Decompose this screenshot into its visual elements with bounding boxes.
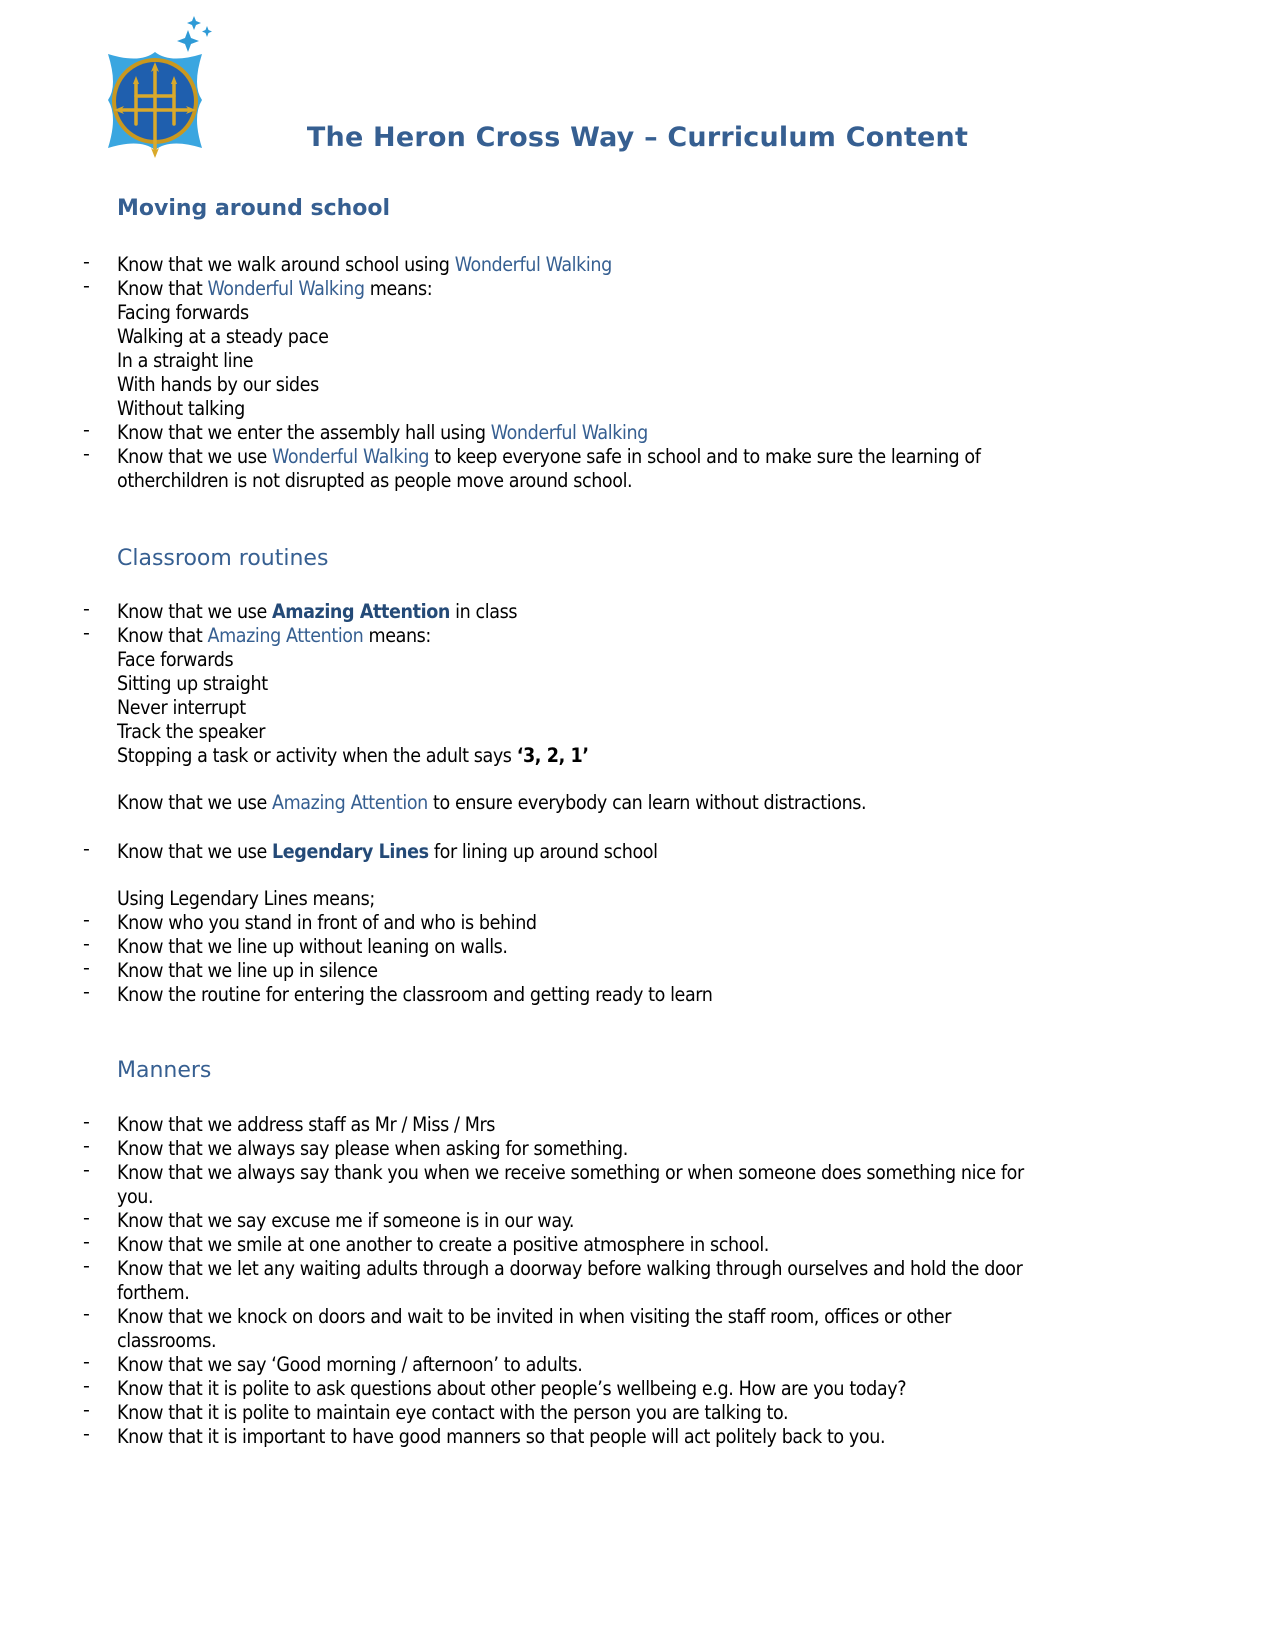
list-item bbox=[117, 276, 432, 301]
text-run: Know that we line up without leaning on walls. bbox=[117, 935, 508, 958]
text-run: Know that we use bbox=[117, 791, 273, 814]
list-item bbox=[117, 1136, 628, 1161]
list-item bbox=[117, 934, 508, 959]
text-run: Know that bbox=[117, 624, 208, 647]
text-run: Know that we use bbox=[117, 600, 273, 623]
text-run: In a straight line bbox=[117, 349, 254, 372]
bullet-dash: - bbox=[83, 275, 90, 297]
text-run: Using Legendary Lines means; bbox=[117, 887, 375, 910]
bullet-dash: - bbox=[83, 443, 90, 465]
bullet-dash: - bbox=[83, 1159, 90, 1181]
text-run: Know that we say ‘Good morning / afternoon’ to adults. bbox=[117, 1353, 583, 1376]
bullet-dash: - bbox=[83, 1135, 90, 1157]
list-item bbox=[117, 420, 648, 445]
bullet-dash: - bbox=[83, 622, 90, 644]
text-run: means: bbox=[364, 277, 433, 300]
text-run: Know that it is polite to maintain eye contact with the person you are talking to. bbox=[117, 1401, 789, 1424]
list-item bbox=[117, 1160, 1024, 1185]
list-item bbox=[117, 1112, 495, 1137]
list-item bbox=[117, 1280, 189, 1305]
text-run: Walking at a steady pace bbox=[117, 325, 329, 348]
list-item bbox=[117, 910, 537, 935]
bullet-dash: - bbox=[83, 1111, 90, 1133]
section-heading: Manners bbox=[117, 1058, 212, 1083]
list-item bbox=[117, 1328, 216, 1353]
list-item bbox=[117, 468, 632, 493]
text-run: Know that bbox=[117, 277, 208, 300]
highlight-term: Wonderful Walking bbox=[454, 253, 612, 276]
bullet-dash: - bbox=[83, 1303, 90, 1325]
bullet-dash: - bbox=[83, 419, 90, 441]
section-heading: Classroom routines bbox=[117, 546, 329, 571]
text-run: Know that we always say please when asking for something. bbox=[117, 1137, 628, 1160]
list-item bbox=[117, 599, 517, 624]
text-run: Without talking bbox=[117, 397, 245, 420]
list-item bbox=[117, 300, 249, 325]
text-run: Know that we address staff as Mr / Miss / Mrs bbox=[117, 1113, 496, 1136]
text-run: forthem. bbox=[117, 1281, 190, 1304]
list-item bbox=[117, 647, 233, 672]
list-item bbox=[117, 1376, 906, 1401]
bullet-dash: - bbox=[83, 598, 90, 620]
bullet-dash: - bbox=[83, 1207, 90, 1229]
text-run: Know that we walk around school using bbox=[117, 253, 455, 276]
text-run: Stopping a task or activity when the adult says bbox=[117, 744, 517, 767]
list-item bbox=[117, 396, 245, 421]
bullet-dash: - bbox=[83, 1231, 90, 1253]
text-run: Know that it is polite to ask questions about other people’s wellbeing e.g. How are you today? bbox=[117, 1377, 907, 1400]
list-item bbox=[117, 252, 612, 277]
list-item bbox=[117, 886, 375, 911]
bullet-dash: - bbox=[83, 909, 90, 931]
highlight-term: Amazing Attention bbox=[272, 791, 428, 814]
list-item bbox=[117, 982, 712, 1007]
text-run: Know that we smile at one another to create a positive atmosphere in school. bbox=[117, 1233, 769, 1256]
text-run: Know that it is important to have good manners so that people will act politely back to you. bbox=[117, 1425, 886, 1448]
list-item bbox=[117, 790, 866, 815]
bullet-dash: - bbox=[83, 1351, 90, 1373]
text-run: Know that we let any waiting adults through a doorway before walking through ourselves and hold the door bbox=[117, 1257, 1023, 1280]
list-item bbox=[117, 623, 431, 648]
text-run: Know that we use bbox=[117, 840, 273, 863]
section-heading: Moving around school bbox=[117, 196, 391, 221]
bullet-dash: - bbox=[83, 933, 90, 955]
text-run: Facing forwards bbox=[117, 301, 249, 324]
bullet-dash: - bbox=[83, 1399, 90, 1421]
list-item bbox=[117, 1184, 153, 1209]
bullet-dash: - bbox=[83, 1423, 90, 1445]
bullet-dash: - bbox=[83, 1255, 90, 1277]
text-run: Know that we line up in silence bbox=[117, 959, 378, 982]
text-run: Face forwards bbox=[117, 648, 234, 671]
list-item bbox=[117, 444, 981, 469]
highlight-term: Wonderful Walking bbox=[207, 277, 365, 300]
highlight-term: Wonderful Walking bbox=[272, 445, 430, 468]
list-item bbox=[117, 743, 589, 768]
text-run: Know that we use bbox=[117, 445, 273, 468]
bullet-dash: - bbox=[83, 981, 90, 1003]
list-item bbox=[117, 719, 265, 744]
page-title: The Heron Cross Way – Curriculum Content bbox=[306, 122, 969, 153]
bullet-dash: - bbox=[83, 957, 90, 979]
list-item bbox=[117, 1208, 574, 1233]
list-item bbox=[117, 695, 246, 720]
list-item bbox=[117, 348, 253, 373]
list-item bbox=[117, 958, 378, 983]
list-item bbox=[117, 1352, 582, 1377]
text-run: Know that we knock on doors and wait to be invited in when visiting the staff room, offices or other bbox=[117, 1305, 952, 1328]
list-item bbox=[117, 671, 268, 696]
text-run: Sitting up straight bbox=[117, 672, 268, 695]
text-run: Never interrupt bbox=[117, 696, 246, 719]
list-item bbox=[117, 1232, 769, 1257]
text-run: you. bbox=[117, 1185, 154, 1208]
list-item bbox=[117, 372, 319, 397]
highlight-term: Legendary Lines bbox=[272, 840, 429, 863]
text-run: in class bbox=[449, 600, 518, 623]
highlight-term: Wonderful Walking bbox=[490, 421, 648, 444]
text-run: Know who you stand in front of and who is behind bbox=[117, 911, 537, 934]
text-run: Know that we always say thank you when we receive something or when someone does something nice for bbox=[117, 1161, 1024, 1184]
bullet-dash: - bbox=[83, 838, 90, 860]
list-item bbox=[117, 1304, 951, 1329]
list-item bbox=[117, 1400, 788, 1425]
bullet-dash: - bbox=[83, 1375, 90, 1397]
text-run: means: bbox=[363, 624, 431, 647]
bullet-dash: - bbox=[83, 251, 90, 273]
text-run: to keep everyone safe in school and to make sure the learning of bbox=[429, 445, 981, 468]
text-run: to ensure everybody can learn without distractions. bbox=[427, 791, 867, 814]
text-run: Know that we enter the assembly hall using bbox=[117, 421, 491, 444]
list-item bbox=[117, 324, 329, 349]
text-run: ‘3, 2, 1’ bbox=[516, 744, 589, 767]
text-run: for lining up around school bbox=[428, 840, 658, 863]
text-run: otherchildren is not disrupted as people move around school. bbox=[117, 469, 633, 492]
highlight-term: Amazing Attention bbox=[272, 600, 450, 623]
highlight-term: Amazing Attention bbox=[207, 624, 364, 647]
text-run: Know the routine for entering the classroom and getting ready to learn bbox=[117, 983, 713, 1006]
text-run: classrooms. bbox=[117, 1329, 217, 1352]
text-run: Track the speaker bbox=[117, 720, 266, 743]
list-item bbox=[117, 1256, 1022, 1281]
list-item bbox=[117, 839, 658, 864]
text-run: With hands by our sides bbox=[117, 373, 319, 396]
text-run: Know that we say excuse me if someone is in our way. bbox=[117, 1209, 575, 1232]
list-item bbox=[117, 1424, 885, 1449]
